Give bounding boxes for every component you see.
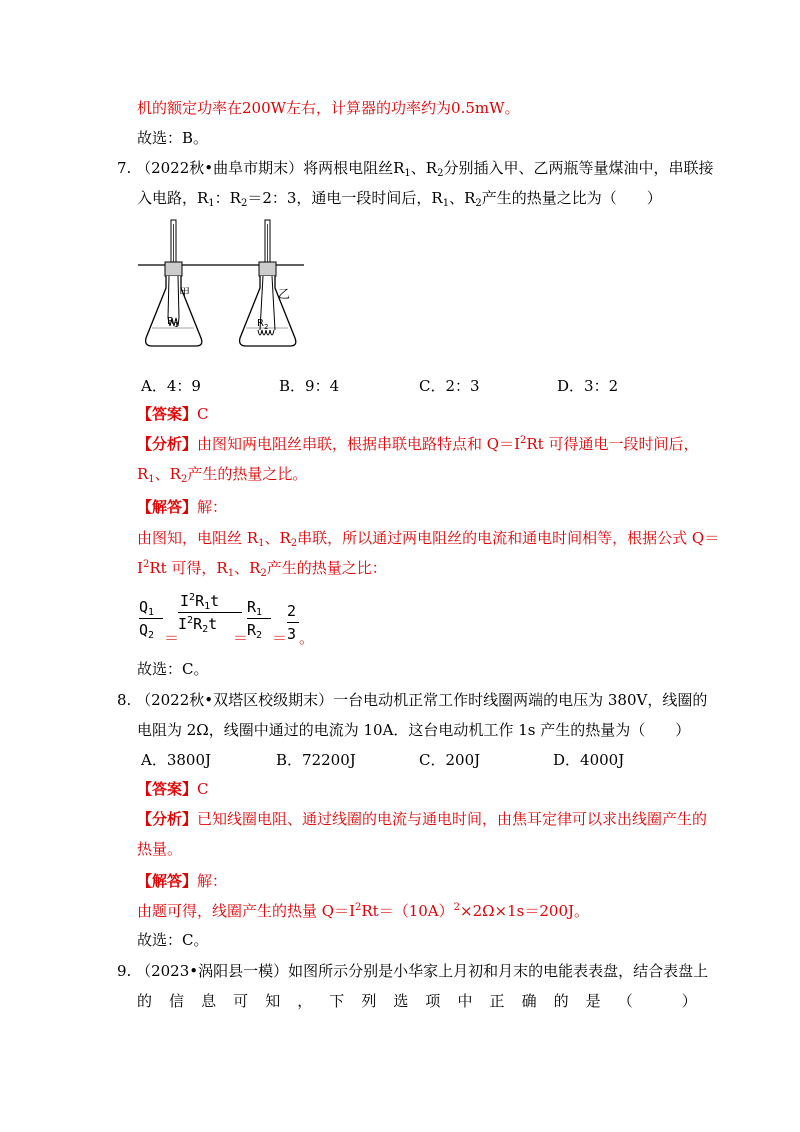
q7-solution-line2: $I^2Rt$ 可得，$R_1$、$R_2$产生的热量之比： — [137, 559, 387, 579]
q8-answer: 【答案】C — [137, 780, 209, 798]
q8-analysis-line2: 热量。 — [137, 840, 183, 858]
q7-solution-line1: 由图知，电阻丝 $R_1$、$R_2$串联，所以通过两电阻丝的电流和通电时间相等，根据公式 Q＝ — [137, 529, 720, 549]
q7-flask-figure — [138, 218, 304, 353]
q8-pick: 故选：C。 — [137, 931, 209, 949]
q8-stem-line1: 8. （2022秋•双塔区校级期末）一台电动机正常工作时线圈两端的电压为 380V，线圈的 — [117, 691, 708, 709]
q7-option-c: C．2：3 — [419, 377, 480, 395]
q7-analysis-line1: 【分析】由图知两电阻丝串联，根据串联电路特点和 $Q=I^2Rt$ 可得通电一段时间后， — [137, 435, 699, 453]
q7-solution-label: 【解答】解： — [137, 498, 228, 516]
flask-yi — [240, 220, 296, 346]
svg-text:2: 2 — [264, 323, 269, 331]
q9-number: 9. — [117, 962, 132, 980]
q8-option-b: B．72200J — [276, 751, 356, 769]
q8-stem-line2: 电阻为 2Ω，线圈中通过的电流为 10A．这台电动机工作 1s 产生的热量为（ ） — [137, 721, 691, 739]
flask-jia — [146, 220, 202, 346]
equals-2: ＝ — [233, 629, 249, 647]
q7-answer: 【答案】C — [137, 405, 209, 423]
q8-solution-line: 由题可得，线圈产生的热量 $Q=I^2Rt=(10A)^2\times 2\Omega\times 1s=200J$。 — [137, 902, 590, 920]
q9-stem-line2: 的 信 息 可 知 ， 下 列 选 项 中 正 确 的 是 （ ） — [137, 992, 697, 1010]
q7-number: 7. — [117, 159, 132, 177]
q7-stem-line1: 7. （2022秋•曲阜市期末）将两根电阻丝$R_1$、$R_2$分别插入甲、乙两瓶等量煤油中，串联接 — [117, 159, 714, 179]
q8-solution-label: 【解答】解： — [137, 872, 228, 890]
equals-1: ＝ — [164, 629, 180, 647]
q8-option-d: D．4000J — [553, 751, 625, 769]
q9-stem-line1: 9. （2023•涡阳县一模）如图所示分别是小华家上月初和月末的电能表表盘，结合表盘上 — [117, 962, 709, 980]
formula-end: 。 — [299, 629, 315, 647]
flask-jia-label: 甲 — [179, 286, 190, 299]
q7-option-d: D．3：2 — [557, 377, 619, 395]
q8-option-a: A．3800J — [141, 751, 212, 769]
q7-option-b: B．9：4 — [279, 377, 340, 395]
fraction-i2r1t: $I^2R_1t$ $I^2R_2t$ — [178, 592, 242, 633]
q7-pick: 故选：C。 — [137, 660, 209, 678]
flask-yi-label: 乙 — [278, 287, 291, 301]
svg-text:R: R — [257, 318, 264, 329]
q7-analysis-line2: $R_1$、$R_2$产生的热量之比。 — [137, 465, 308, 485]
equals-3: ＝ — [272, 629, 288, 647]
q8-number: 8. — [117, 691, 132, 709]
svg-text:1: 1 — [174, 321, 179, 329]
fraction-2-3: 2 3 — [287, 602, 299, 643]
svg-text:R: R — [167, 316, 174, 327]
q6-conclusion: 机的额定功率在200W左右，计算器的功率约为0.5mW。 — [137, 99, 520, 117]
q8-analysis-line1: 【分析】已知线圈电阻、通过线圈的电流与通电时间，由焦耳定律可以求出线圈产生的 — [137, 810, 708, 828]
q7-option-a: A．4：9 — [141, 377, 201, 395]
fraction-r1-r2: $R_1$ $R_2$ — [247, 598, 271, 639]
q7-stem-line2: 入电路，$R_1$：$R_2=2$：3，通电一段时间后，$R_1$、$R_2$产生的热量之比为（ ） — [137, 189, 662, 209]
q6-pick: 故选：B。 — [137, 129, 209, 147]
fraction-q1-q2: $Q_1$ $Q_2$ — [139, 598, 163, 639]
q8-option-c: C．200J — [419, 751, 481, 769]
